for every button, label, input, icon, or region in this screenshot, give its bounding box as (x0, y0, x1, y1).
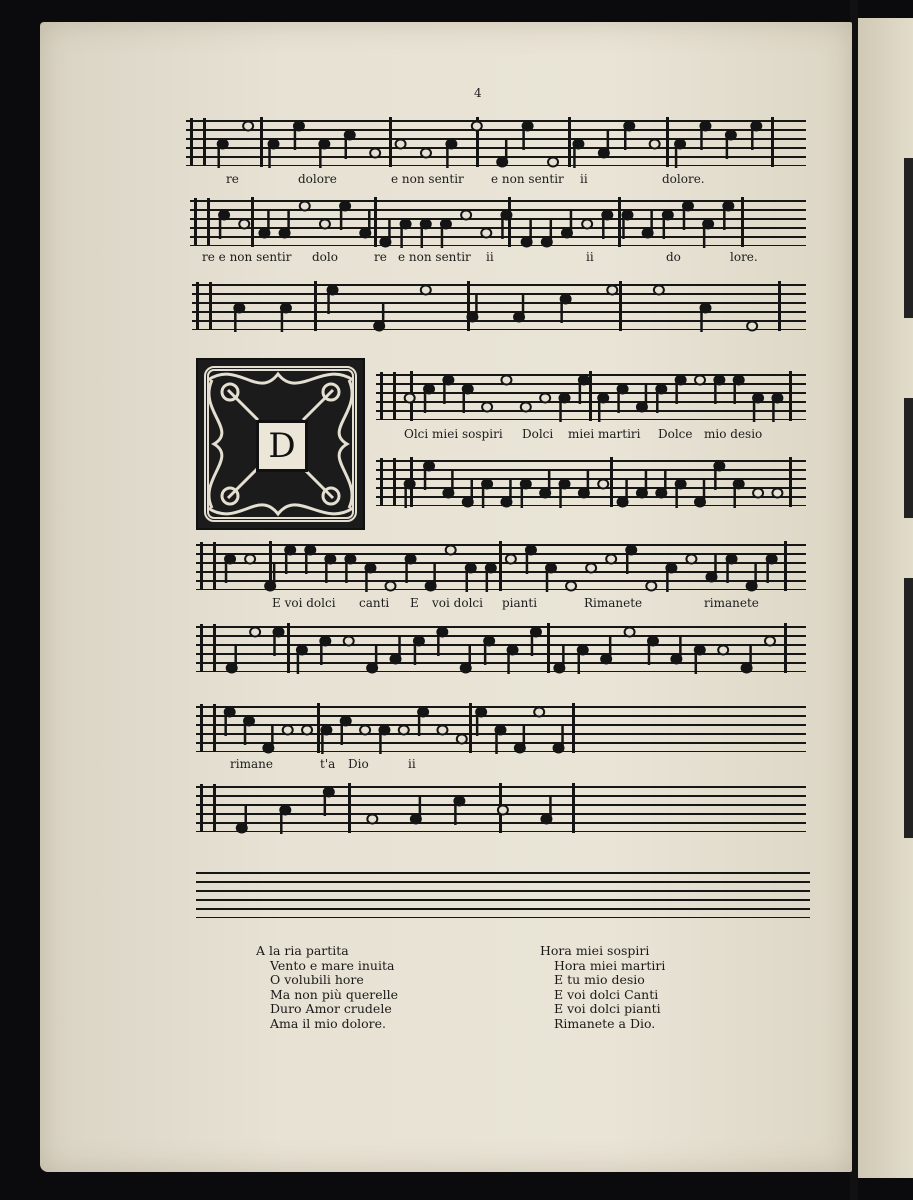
note-icon (521, 480, 531, 509)
empty-music-staff (196, 872, 810, 918)
note-icon (637, 383, 647, 412)
note-icon (405, 394, 415, 403)
notes-group (196, 872, 810, 932)
note-icon (466, 564, 476, 593)
poem-right-stanza (540, 944, 665, 1032)
note-icon (554, 724, 564, 753)
note-icon (370, 149, 380, 158)
lyrics-line-6 (196, 596, 806, 614)
note-icon (573, 140, 583, 169)
note-icon (562, 209, 572, 238)
note-icon (498, 806, 508, 815)
note-icon (345, 131, 355, 160)
note-icon (414, 637, 424, 666)
poem-line: O volubili hore (270, 972, 364, 988)
lyric: rimane (230, 757, 273, 771)
note-icon (463, 385, 473, 414)
note-icon (522, 218, 532, 247)
lyric: E (410, 596, 419, 610)
note-icon (421, 149, 431, 158)
note-icon (523, 122, 533, 151)
note-icon (561, 295, 571, 324)
lyric: lore. (730, 250, 758, 264)
lyric: ii (486, 250, 494, 264)
note-icon (624, 122, 634, 151)
note-icon (497, 138, 507, 167)
notes-group (186, 120, 806, 180)
note-icon (686, 555, 696, 564)
note-icon (541, 795, 551, 824)
note-icon (396, 140, 406, 149)
lyric: voi dolci (432, 596, 483, 610)
note-icon (305, 546, 315, 575)
note-icon (650, 140, 660, 149)
note-icon (637, 469, 647, 498)
note-icon (250, 628, 260, 637)
lyric: Olci miei sospiri (404, 427, 503, 441)
note-icon (324, 788, 334, 817)
poem-line: Ama il mio dolore. (270, 1015, 387, 1031)
note-icon (618, 478, 628, 507)
note-icon (578, 646, 588, 675)
note-icon (367, 644, 377, 673)
note-icon (457, 735, 467, 744)
note-icon (747, 322, 757, 331)
note-icon (454, 797, 464, 826)
note-icon (401, 220, 411, 249)
note-icon (280, 209, 290, 238)
note-icon (345, 555, 355, 584)
note-icon (285, 546, 295, 575)
lyric: re (226, 172, 239, 186)
lyric: rimanete (704, 596, 759, 610)
lyric: canti (359, 596, 390, 610)
note-icon (245, 555, 255, 564)
note-icon (344, 637, 354, 646)
note-icon (328, 286, 338, 315)
note-icon (526, 546, 536, 575)
note-icon (767, 555, 777, 584)
lyric: Dolce (658, 427, 693, 441)
note-icon (602, 211, 612, 240)
music-staff (376, 460, 806, 506)
music-staff (196, 706, 806, 752)
note-icon (426, 562, 436, 591)
note-icon (297, 646, 307, 675)
music-staff (196, 544, 806, 590)
note-icon (695, 478, 705, 507)
note-icon (554, 644, 564, 673)
note-icon (225, 708, 235, 737)
note-icon (656, 469, 666, 498)
note-icon (237, 804, 247, 833)
note-icon (747, 562, 757, 591)
note-icon (325, 555, 335, 584)
note-icon (274, 628, 284, 657)
lyric: ii (580, 172, 588, 186)
note-icon (365, 564, 375, 593)
poem-line: E voi dolci Canti (554, 986, 659, 1002)
lyric: e non sentir (391, 172, 464, 186)
note-icon (399, 726, 409, 735)
note-icon (734, 480, 744, 509)
note-icon (421, 220, 431, 249)
note-icon (501, 211, 511, 240)
note-icon (424, 385, 434, 414)
note-icon (302, 726, 312, 735)
note-icon (219, 211, 229, 240)
note-icon (320, 637, 330, 666)
lyrics-line-4 (376, 427, 806, 445)
note-icon (367, 815, 377, 824)
note-icon (340, 202, 350, 231)
note-icon (765, 637, 775, 646)
note-icon (501, 478, 511, 507)
note-icon (703, 220, 713, 249)
note-icon (481, 229, 491, 238)
note-icon (263, 724, 273, 753)
note-icon (472, 122, 482, 131)
lyric: Dio (348, 757, 369, 771)
note-icon (663, 211, 673, 240)
note-icon (437, 628, 447, 657)
note-icon (421, 286, 431, 295)
note-icon (531, 628, 541, 657)
note-icon (227, 644, 237, 673)
lyric: miei martiri (568, 427, 641, 441)
note-icon (706, 553, 716, 582)
note-icon (514, 293, 524, 322)
note-icon (598, 480, 608, 489)
facing-page-edge (856, 18, 913, 1178)
music-staff (192, 284, 806, 330)
lyrics-line-1 (186, 172, 806, 190)
note-icon (341, 717, 351, 746)
music-staff (376, 374, 806, 420)
note-icon (676, 376, 686, 405)
lyric: pianti (502, 596, 538, 610)
note-icon (618, 385, 628, 414)
lyric: do (666, 250, 681, 264)
note-icon (601, 635, 611, 664)
note-icon (486, 564, 496, 593)
notes-group (196, 626, 806, 686)
notes-group (192, 284, 806, 344)
notes-group (376, 460, 806, 520)
note-icon (515, 724, 525, 753)
lyric: ii (408, 757, 416, 771)
note-icon (243, 122, 253, 131)
note-icon (265, 562, 275, 591)
music-staff (190, 200, 806, 246)
note-icon (225, 555, 235, 584)
note-icon (484, 637, 494, 666)
poem-line: Ma non più querelle (270, 986, 399, 1002)
note-icon (380, 218, 390, 247)
notes-group (196, 786, 806, 846)
lyric: t'a (320, 757, 336, 771)
poem-line: Duro Amor crudele (270, 1001, 392, 1017)
decorated-initial (196, 358, 365, 530)
note-icon (218, 140, 228, 169)
lyric: dolo (312, 250, 338, 264)
lyric: dolore. (662, 172, 705, 186)
lyric: mio desio (704, 427, 763, 441)
note-icon (446, 140, 456, 169)
note-icon (461, 644, 471, 673)
note-icon (321, 726, 331, 755)
note-icon (281, 304, 291, 333)
note-icon (319, 140, 329, 169)
lyric: Dolci (522, 427, 554, 441)
page-number: 4 (474, 86, 482, 100)
note-icon (671, 635, 681, 664)
note-icon (566, 582, 576, 591)
music-staff (186, 120, 806, 166)
note-icon (467, 293, 477, 322)
note-icon (656, 385, 666, 414)
note-icon (598, 394, 608, 423)
note-icon (753, 489, 763, 498)
note-icon (695, 376, 705, 385)
poem-left-stanza (256, 944, 398, 1032)
lyric: e non sentir (398, 250, 471, 264)
note-icon (405, 480, 415, 509)
poem-line: Vento e mare inuita (270, 957, 395, 973)
note-icon (424, 462, 434, 491)
note-icon (626, 546, 636, 575)
note-icon (386, 582, 396, 591)
lyrics-line-8 (196, 757, 806, 775)
note-icon (244, 717, 254, 746)
notes-group (196, 544, 806, 604)
poem-line: E tu mio desio (554, 972, 645, 988)
note-icon (648, 637, 658, 666)
note-icon (579, 469, 589, 498)
note-icon (582, 220, 592, 229)
note-icon (437, 726, 447, 735)
note-icon (280, 806, 290, 835)
note-icon (234, 304, 244, 333)
note-icon (772, 394, 782, 423)
note-icon (622, 211, 632, 240)
note-icon (700, 122, 710, 151)
initial-letter: D (256, 420, 308, 472)
note-icon (294, 122, 304, 151)
note-icon (418, 708, 428, 737)
note-icon (643, 209, 653, 238)
note-icon (269, 140, 279, 169)
note-icon (753, 394, 763, 423)
notes-group (376, 374, 806, 434)
note-icon (625, 628, 635, 637)
note-icon (718, 646, 728, 655)
note-icon (742, 644, 752, 673)
note-icon (443, 376, 453, 405)
note-icon (360, 209, 370, 238)
note-icon (320, 220, 330, 229)
note-icon (751, 122, 761, 151)
note-icon (548, 158, 558, 167)
note-icon (521, 403, 531, 412)
note-icon (495, 726, 505, 755)
note-icon (586, 564, 596, 573)
lyric: Rimanete (584, 596, 643, 610)
note-icon (508, 646, 518, 675)
lyrics-line-2 (190, 250, 806, 268)
note-icon (482, 403, 492, 412)
note-icon (259, 209, 269, 238)
poem-line: Hora miei sospiri (540, 943, 650, 958)
note-icon (666, 564, 676, 593)
note-icon (676, 480, 686, 509)
note-icon (540, 469, 550, 498)
note-icon (546, 564, 556, 593)
note-icon (300, 202, 310, 211)
note-icon (542, 218, 552, 247)
note-icon (411, 795, 421, 824)
note-icon (675, 140, 685, 169)
lyric: dolore (298, 172, 337, 186)
poem-line: Rimanete a Dio. (554, 1015, 656, 1031)
note-icon (599, 129, 609, 158)
note-icon (239, 220, 249, 229)
note-icon (441, 220, 451, 249)
note-icon (406, 555, 416, 584)
note-icon (482, 480, 492, 509)
note-icon (714, 462, 724, 491)
note-icon (607, 286, 617, 295)
note-icon (695, 646, 705, 675)
note-icon (560, 394, 570, 423)
note-icon (360, 726, 370, 735)
music-staff (196, 786, 806, 832)
note-icon (374, 302, 384, 331)
note-icon (501, 376, 511, 385)
note-icon (727, 555, 737, 584)
note-icon (734, 376, 744, 405)
note-icon (654, 286, 664, 295)
note-icon (446, 546, 456, 555)
note-icon (683, 202, 693, 231)
note-icon (443, 469, 453, 498)
note-icon (646, 582, 656, 591)
poem-line: A la ria partita (256, 943, 349, 958)
note-icon (283, 726, 293, 735)
poem-line: E voi dolci pianti (554, 1001, 661, 1017)
note-icon (461, 211, 471, 220)
note-icon (506, 555, 516, 564)
note-icon (540, 394, 550, 403)
note-icon (714, 376, 724, 405)
note-icon (579, 376, 589, 405)
lyric: re e non sentir (202, 250, 292, 264)
note-icon (701, 304, 711, 333)
note-icon (463, 478, 473, 507)
music-staff (196, 626, 806, 672)
note-icon (726, 131, 736, 160)
poem-line: Hora miei martiri (554, 957, 666, 973)
note-icon (476, 708, 486, 737)
lyric: e non sentir (491, 172, 564, 186)
note-icon (534, 708, 544, 717)
note-icon (606, 555, 616, 564)
lyric: ii (586, 250, 594, 264)
note-icon (723, 202, 733, 231)
lyric: E voi dolci (272, 596, 336, 610)
note-icon (379, 726, 389, 755)
lyric: re (374, 250, 387, 264)
note-icon (391, 635, 401, 664)
note-icon (560, 480, 570, 509)
note-icon (772, 489, 782, 498)
